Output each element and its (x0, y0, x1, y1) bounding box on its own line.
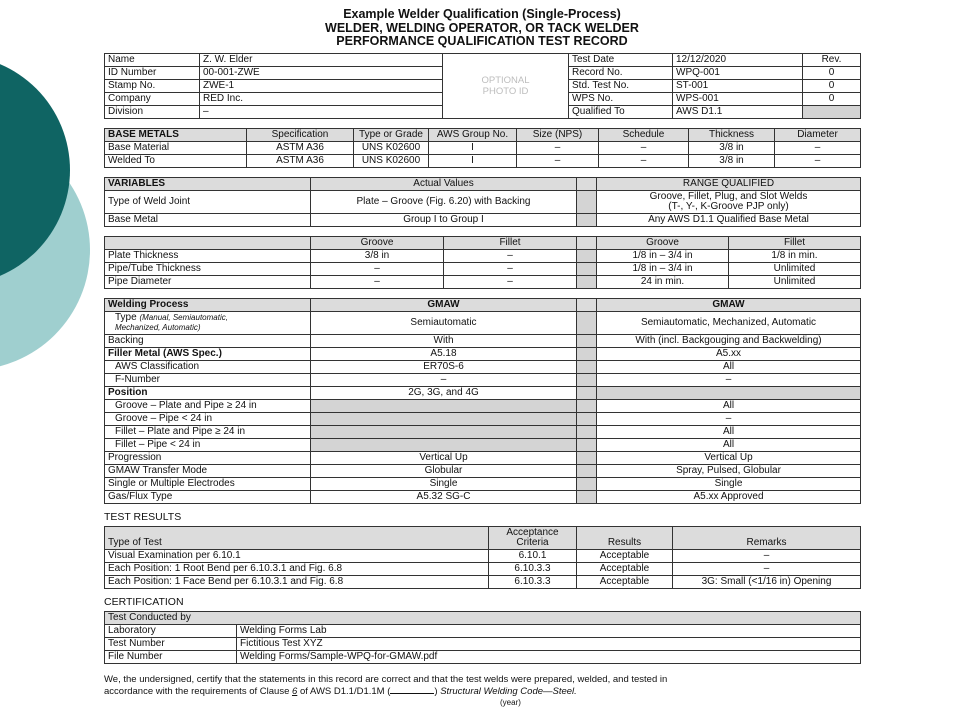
table-row: Test Number Fictitious Test XYZ (105, 637, 861, 650)
certification-statement: We, the undersigned, certify that the statements in this record are correct and that the test welds were prepared, welded, and tested in accordance with the requirements of Clause 6 of AWS D1.1/D1.1M ( ) Structural Welding Code—Steel. (year) (104, 673, 668, 707)
table-row: Visual Examination per 6.10.1 6.10.1 Acceptable – (105, 549, 861, 562)
table-row: Base Metal Group I to Group I Any AWS D1.1 Qualified Base Metal (105, 213, 861, 226)
table-row: Gas/Flux Type A5.32 SG-C A5.xx Approved (105, 490, 861, 503)
table-row: Fillet – Pipe < 24 in All (105, 438, 861, 451)
test-results-heading: TEST RESULTS (104, 510, 182, 523)
table-row: F-Number – – (105, 373, 861, 386)
certification-table: Test Conducted by Laboratory Welding Forms Lab Test Number Fictitious Test XYZ File Number Welding Forms/Sample-WPQ-for-GMAW.pdf (104, 611, 861, 664)
record-number: WPQ-001 (673, 66, 803, 79)
thickness-table: Groove Fillet Groove Fillet Plate Thickness 3/8 in – 1/8 in – 3/4 in 1/8 in min. Pipe/Tube Thickness – – 1/8 in – 3/4 in Unlimited Pipe Diameter – – 24 in min. Unlimited (104, 236, 861, 289)
table-row: File Number Welding Forms/Sample-WPQ-for-GMAW.pdf (105, 650, 861, 663)
table-row: Position 2G, 3G, and 4G (105, 386, 861, 399)
test-date: 12/12/2020 (673, 53, 803, 66)
table-row: Groove – Pipe < 24 in – (105, 412, 861, 425)
welding-process-table: Welding Process GMAW GMAW Type (Manual, Semiautomatic, Mechanized, Automatic) Semiautomatic Semiautomatic, Mechanized, Automatic Backing With With (incl. Backgouging and Backwelding) Filler Metal (AWS Spec.) A5.18 A5.xx AWS Classification ER70S-6 All F-Number – – Position 2G, 3G, and 4G Groove – Plate and Pipe ≥ 24 in All Groove – Pipe < 24 in – Fillet – Plate and Pipe ≥ 24 in All Fillet – Pipe < 24 in All Progression Vertical Up Vertical Up GMAW Transfer Mode Globular Spray, Pulsed, Globular Single or Multiple Electrodes Single Single Gas/Flux Type A5.32 SG-C A5.xx Approved (104, 298, 861, 504)
stamp-number: ZWE-1 (200, 79, 443, 92)
table-row: Each Position: 1 Face Bend per 6.10.3.1 and Fig. 6.8 6.10.3.3 Acceptable 3G: Small (<1/16 in) Opening (105, 575, 861, 588)
table-row: Welded To ASTM A36 UNS K02600 I – – 3/8 in – (105, 154, 861, 167)
table-row: Base Material ASTM A36 UNS K02600 I – – 3/8 in – (105, 141, 861, 154)
table-row: Each Position: 1 Root Bend per 6.10.3.1 and Fig. 6.8 6.10.3.3 Acceptable – (105, 562, 861, 575)
table-row: AWS Classification ER70S-6 All (105, 360, 861, 373)
table-row: Progression Vertical Up Vertical Up (105, 451, 861, 464)
table-row: Laboratory Welding Forms Lab (105, 624, 861, 637)
table-row: Pipe/Tube Thickness – – 1/8 in – 3/4 in Unlimited (105, 262, 861, 275)
decorative-circles (0, 0, 90, 720)
welder-info-table: Name Z. W. Elder OPTIONAL PHOTO ID Test Date 12/12/2020 Rev. ID Number 00-001-ZWE Record No. WPQ-001 0 Stamp No. ZWE-1 Std. Test No. ST-001 0 Company RED Inc. WPS No. WPS-001 0 Division – Qualified To AWS D1.1 (104, 53, 861, 119)
table-row: Single or Multiple Electrodes Single Single (105, 477, 861, 490)
table-row: Pipe Diameter – – 24 in min. Unlimited (105, 275, 861, 288)
test-results-table: Type of Test Acceptance Criteria Results Remarks Visual Examination per 6.10.1 6.10.1 Acceptable – Each Position: 1 Root Bend per 6.10.3.1 and Fig. 6.8 6.10.3.3 Acceptable – Each Position: 1 Face Bend per 6.10.3.1 and Fig. 6.8 6.10.3.3 Acceptable 3G: Small (<1/16 in) Opening (104, 526, 861, 589)
company: RED Inc. (200, 92, 443, 105)
table-row: Plate Thickness 3/8 in – 1/8 in – 3/4 in 1/8 in min. (105, 249, 861, 262)
table-row: Groove – Plate and Pipe ≥ 24 in All (105, 399, 861, 412)
table-row: GMAW Transfer Mode Globular Spray, Pulsed, Globular (105, 464, 861, 477)
qualified-to: AWS D1.1 (673, 105, 803, 118)
qualification-document (104, 8, 860, 708)
table-row: Fillet – Plate and Pipe ≥ 24 in All (105, 425, 861, 438)
std-test-number: ST-001 (673, 79, 803, 92)
table-row: Type of Weld Joint Plate – Groove (Fig. 6.20) with Backing Groove, Fillet, Plug, and Slot Welds (T-, Y-, K-Groove PJP only) (105, 190, 861, 213)
photo-id-placeholder: OPTIONAL PHOTO ID (443, 53, 569, 118)
welder-id: 00-001-ZWE (200, 66, 443, 79)
base-metals-table: BASE METALS Specification Type or Grade AWS Group No. Size (NPS) Schedule Thickness Diameter Base Material ASTM A36 UNS K02600 I – – 3/8 in – Welded To ASTM A36 UNS K02600 I – – 3/8 in – (104, 128, 861, 168)
wps-number: WPS-001 (673, 92, 803, 105)
table-row: Filler Metal (AWS Spec.) A5.18 A5.xx (105, 347, 861, 360)
table-row: Backing With With (incl. Backgouging and Backwelding) (105, 334, 861, 347)
variables-table: VARIABLES Actual Values RANGE QUALIFIED Type of Weld Joint Plate – Groove (Fig. 6.20) with Backing Groove, Fillet, Plug, and Slot Welds (T-, Y-, K-Groove PJP only) Base Metal Group I to Group I Any AWS D1.1 Qualified Base Metal (104, 177, 861, 227)
table-row: Type (Manual, Semiautomatic, Mechanized, Automatic) Semiautomatic Semiautomatic, Mechanized, Automatic (105, 311, 861, 334)
certification-heading: CERTIFICATION (104, 595, 184, 608)
document-title: Example Welder Qualification (Single-Process) WELDER, WELDING OPERATOR, OR TACK WELDER PERFORMANCE QUALIFICATION TEST RECORD (325, 7, 639, 48)
welder-name: Z. W. Elder (200, 53, 443, 66)
division: – (200, 105, 443, 118)
